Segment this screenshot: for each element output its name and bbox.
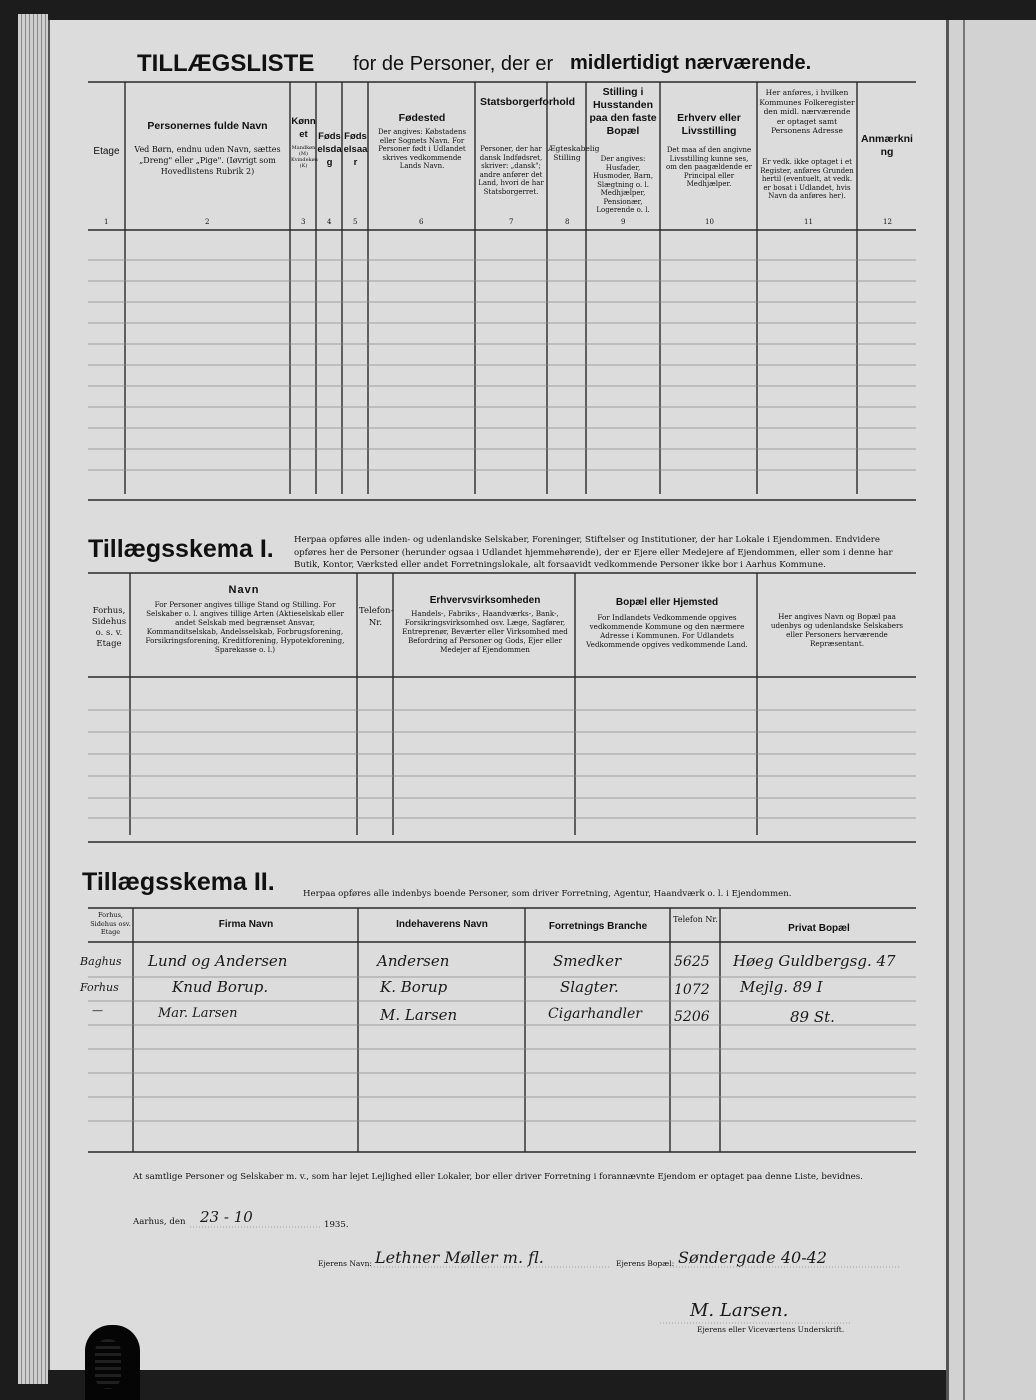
col-number: 1 [104, 218, 109, 226]
col-number: 9 [621, 218, 626, 226]
col-stilling-note: Der angives: Husfader, Husmoder, Barn, Slægtning o. l. Medhjælper, Pensionær, Logerende o. l. [592, 155, 654, 214]
table-row-telefon: 5625 [674, 954, 710, 970]
col-number: 6 [419, 218, 424, 226]
skema2-col-etage: Forhus, Sidehus osv. Etage [90, 911, 131, 936]
col-number: 12 [883, 218, 892, 226]
col-aegteskabelig: Ægteskabelig Stilling [548, 144, 600, 162]
skema1-col-navn: Navn [228, 584, 260, 596]
skema1-col-erhverv-note: Handels-, Fabriks-, Haandværks-, Bank-, Forsikringsvirksomhed osv. Læge, Sagfører, Entreprenør, Beværter eller Virksomhed med Befordring af Personer og Gods, Ejer eller Medejer af Ejendommen [402, 609, 568, 654]
col-fulde-navn: Personernes fulde Navn [147, 120, 268, 132]
skema2-intro: Herpaa opføres alle indenbys boende Personer, som driver Forretning, Agentur, Haandværk o. l. i Ejendommen. [303, 889, 792, 899]
skema1-col-etage: Forhus, Sidehus o. s. v. Etage [91, 606, 127, 649]
col-erhverv: Erhverv eller Livsstilling [677, 112, 741, 137]
table-row-indehaver: K. Borup [380, 978, 448, 996]
skema1-intro: Herpaa opføres alle inden- og udenlandske Selskaber, Foreninger, Stiftelser og Institutioner, der har Lokale i Ejendommen. Endvidere opføres her de Personer (herunder ogsaa i Udlandet hjemmehørende), der er Ejere eller Medejere af Ejendommen, eller som i denne har Butik, Kontor, Værksted eller andet Forretningslokale, alt forsaavidt vedkommende Personer ikke bor i Aarhus Kommune. [294, 535, 893, 570]
main-list-title-mid: for de Personer, der er [353, 53, 554, 75]
col-etage: Etage [93, 146, 120, 157]
skema1-col-telefon: Telefon-Nr. [359, 606, 394, 628]
table-row-telefon: 1072 [674, 982, 710, 998]
col-stilling-husstand: Stilling i Husstanden paa den faste Bopæl [589, 86, 657, 137]
table-row-branche: Smedker [553, 952, 622, 970]
year-value: 1935. [324, 1220, 349, 1230]
skema2-col-privat-bopael: Privat Bopæl [788, 923, 850, 934]
table-row-branche: Slagter. [560, 978, 619, 996]
skema1-col-erhverv: Erhvervsvirksomheden [429, 595, 541, 606]
skema2-col-telefon: Telefon Nr. [673, 915, 718, 924]
col-konnet: Kønnet [291, 116, 316, 140]
city-label: Aarhus, den [133, 1217, 186, 1227]
skema1-col-navn-note: For Personer angives tillige Stand og Stilling. For Selskaber o. l. angives tillige Arten (Aktieselskab eller andet Selskab med begrænset Ansvar, Kommanditselskab, Andelsselskab, Forbrugsforening, Forsikringsforening, Kreditforening, Hypotekforening, Sparekasse o. l.) [145, 600, 345, 654]
col-number: 5 [353, 218, 358, 226]
skema1-col-repraesentant: Her angives Navn og Bopæl paa udenbys og udenlandske Selskabers eller Personers herværende Repræsentant. [770, 612, 904, 648]
skema2-col-firma: Firma Navn [218, 919, 274, 930]
col-konnet-note: Mandkøn (M) Kvindekøn (K) [291, 145, 318, 169]
signature-label: Ejerens eller Viceværtens Underskrift. [697, 1325, 845, 1334]
table-row-branche: Cigarhandler [548, 1006, 642, 1022]
signature: M. Larsen. [690, 1300, 789, 1321]
col-fodselsdag: Fødselsdag [317, 131, 342, 168]
table-row-indehaver: M. Larsen [380, 1006, 458, 1024]
skema2-col-branche: Forretnings Branche [548, 921, 648, 932]
col-number: 3 [301, 218, 306, 226]
skema1-title: Tillægsskema I. [88, 535, 274, 563]
col-kommune-note: Er vedk. ikke optaget i et Register, anføres Grunden hertil (eventuelt, at vedk. er bosat i Udlandet, hvis Navn da anføres her). [760, 158, 854, 200]
col-statsborger-note: Personer, der har dansk Indfødsret, skriver: „dansk"; andre anfører det Land, hvori de har Statsborgerret. [478, 145, 544, 196]
skema1-col-bopael: Bopæl eller Hjemsted [615, 597, 719, 608]
col-fodested: Fødested [398, 112, 446, 124]
col-number: 8 [565, 218, 570, 226]
table-row-firma: Knud Borup. [172, 978, 269, 996]
table-row-bopael: Høeg Guldbergsg. 47 [733, 952, 896, 970]
date-value: 23 - 10 [200, 1208, 253, 1226]
table-row-firma: Mar. Larsen [158, 1006, 238, 1021]
table-row-indehaver: Andersen [377, 952, 450, 970]
col-number: 2 [205, 218, 210, 226]
col-kommune: Her anføres, i hvilken Kommunes Folkeregister den midl. nærværende er optaget samt Personens Adresse [759, 88, 855, 135]
table-row-firma: Lund og Andersen [148, 952, 288, 970]
binder-clip [85, 1325, 140, 1400]
skema1-col-bopael-note: For Indlandets Vedkommende opgives vedkommende Kommune og den nærmere Adresse i Kommunen. For Udlandets Vedkommende opgives vedkommende Land. [586, 613, 748, 649]
table-row-bopael: 89 St. [790, 1008, 835, 1026]
owner-name-value: Lethner Møller m. fl. [375, 1248, 544, 1267]
col-statsborger: Statsborgerforhold [480, 96, 576, 108]
table-row-etage: — [92, 1004, 103, 1017]
table-row-bopael: Mejlg. 89 I [740, 978, 823, 996]
owner-address-label: Ejerens Bopæl: [616, 1259, 675, 1268]
skema2-title: Tillægsskema II. [82, 868, 275, 896]
col-number: 4 [327, 218, 332, 226]
table-row-telefon: 5206 [674, 1009, 710, 1025]
table-row-etage: Baghus [80, 955, 122, 968]
col-fulde-navn-note: Ved Børn, endnu uden Navn, sættes „Dreng" eller „Pige". (Iøvrigt som Hovedlistens Rubrik 2) [134, 145, 281, 176]
col-erhverv-note: Det maa af den angivne Livsstilling kunne ses, om den paagældende er Principal eller Medhjælper. [665, 146, 753, 188]
owner-address-value: Søndergade 40-42 [678, 1248, 827, 1267]
main-list-title-end: midlertidigt nærværende. [570, 52, 812, 74]
table-row-etage: Forhus [80, 981, 119, 994]
col-number: 11 [804, 218, 813, 226]
col-fodested-note: Der angives: Købstadens eller Sognets Navn. For Personer født i Udlandet skrives vedkommende Lands Navn. [377, 128, 467, 170]
skema2-col-indehaver: Indehaverens Navn [396, 919, 488, 930]
col-number: 10 [705, 218, 714, 226]
main-list-title: TILLÆGSLISTE [137, 50, 315, 77]
col-anmaerkning: Anmærkning [861, 133, 913, 158]
col-number: 7 [509, 218, 514, 226]
owner-name-label: Ejerens Navn: [318, 1259, 372, 1268]
declaration-text: At samtlige Personer og Selskaber m. v., som har lejet Lejlighed eller Lokaler, bor eller driver Forretning i forannævnte Ejendom er optaget paa denne Liste, bevidnes. [133, 1172, 863, 1182]
col-fodselsaar: Fødselsaar [343, 131, 368, 168]
